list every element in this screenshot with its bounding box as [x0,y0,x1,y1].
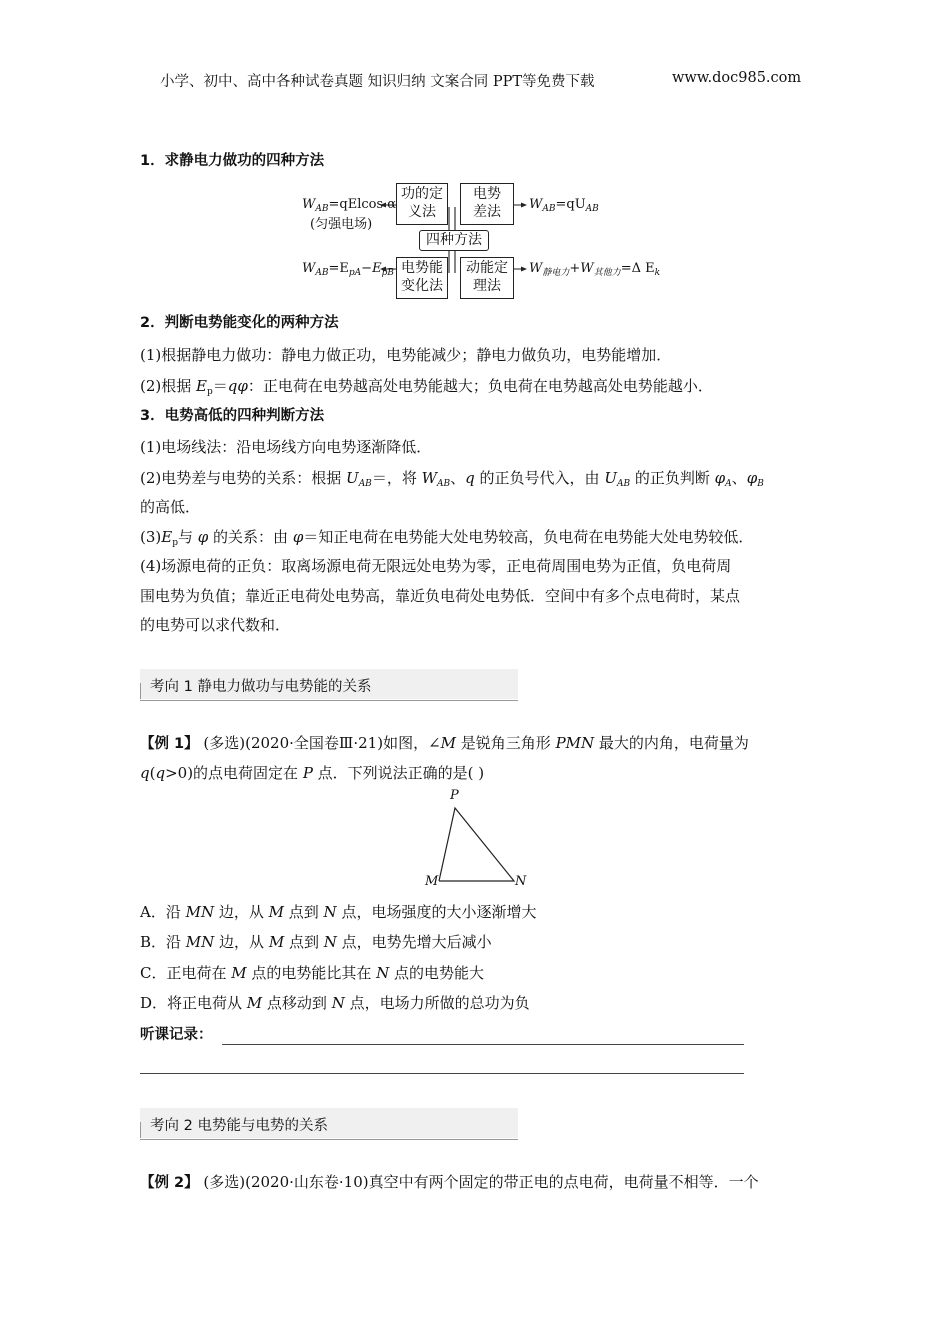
header-left: 小学、初中、高中各种试卷真题 知识归纳 文案合同 PPT等免费下载 [160,74,595,90]
box-potential-difference: 电势 差法 [460,183,514,225]
triangle-figure [420,788,530,892]
formula-work-definition: $W_{AB}=qElcos$ α [302,197,397,214]
methods-diagram [300,183,661,299]
formula-kinetic-energy: $W_{静电力}+W_{其他力}=\Delta$ $E_k$ [529,261,661,278]
section-bar-2-label: 考向 2 电势能与电势的关系 [150,1118,328,1134]
s3-line-2-cont: 的高低． [140,498,201,516]
uniform-field-note: (匀强电场) [310,217,373,232]
s3-line-4c: 的电势可以求代数和． [140,616,291,634]
s3-line-4b: 围电势为负值；靠近正电荷处电势高，靠近负电荷处电势低．空间中有多个点电荷时，某点 [140,587,741,605]
box-potential-energy-change: 电势能 变化法 [396,257,448,299]
option-c[interactable]: C．正电荷在 M 点的电势能比其在 N 点的电势能大 [140,964,485,982]
option-a[interactable]: A．沿 MN 边，从 M 点到 N 点，电场强度的大小逐渐增大 [140,903,537,921]
vertex-p-label: P [450,788,459,803]
section-3-title: 3．电势高低的四种判断方法 [140,408,325,424]
option-d[interactable]: D．将正电荷从 M 点移动到 N 点，电场力所做的总功为负 [140,994,530,1012]
header-url: www.doc985.com [672,70,802,86]
formula-potential-difference: $W_{AB}=qU_{AB}$ [529,197,599,214]
box-kinetic-energy-theorem: 动能定 理法 [460,257,514,299]
example-1-line-2: q(q>0)的点电荷固定在 P 点．下列说法正确的是( ) [140,764,485,782]
section-bar-2 [140,1108,518,1138]
section-2-title: 2．判断电势能变化的两种方法 [140,315,339,331]
box-work-definition: 功的定 义法 [396,183,448,225]
vertex-m-label: M [425,874,439,889]
example-1-line-1: 【例 1】 (多选)(2020·全国卷Ⅲ·21)如图，∠M 是锐角三角形 PMN 最大的内角，电荷量为 [140,734,749,752]
example-2-line-1: 【例 2】 (多选)(2020·山东卷·10)真空中有两个固定的带正电的点电荷，电荷量不相等．一个 [140,1173,759,1191]
s3-line-1: (1)电场线法：沿电场线方向电势逐渐降低． [140,438,432,456]
section-bar-1-label: 考向 1 静电力做功与电势能的关系 [150,679,372,695]
record-line-1[interactable] [222,1044,744,1045]
s3-line-3: $(3)E_p$与 φ 的关系：由 φ＝知正电荷在电势能大处电势较高，负电荷在电势能大处电势较低． [140,528,754,548]
s2-line-1: (1)根据静电力做功：静电力做正功，电势能减少；静电力做负功，电势能增加． [140,346,672,364]
record-line-2[interactable] [140,1073,744,1074]
record-label: 听课记录： [140,1027,213,1043]
option-b[interactable]: B．沿 MN 边，从 M 点到 N 点，电势先增大后减小 [140,933,492,951]
section-1-title: 1．求静电力做功的四种方法 [140,153,325,169]
vertex-n-label: N [515,874,527,889]
box-center-four-methods: 四种方法 [419,230,489,251]
s3-line-2: (2)电势差与电势的关系：根据 $U_{AB}=$，将 $W_{AB}$、q 的正负号代入，由 $U_{AB}$ 的正负判断 $\varphi_A$、$\varphi_B$ [140,469,764,489]
s3-line-4a: (4)场源电荷的正负：取离场源电荷无限远处电势为零，正电荷周围电势为正值，负电荷周 [140,557,732,575]
formula-potential-energy-change: $W_{AB}=E_{pA}-E_{pB}$ [302,261,394,278]
s2-line-2: (2)根据 $E_p=q\varphi$：正电荷在电势越高处电势能越大；负电荷在电势越高处电势能越小． [140,377,713,397]
section-bar-1 [140,669,518,699]
